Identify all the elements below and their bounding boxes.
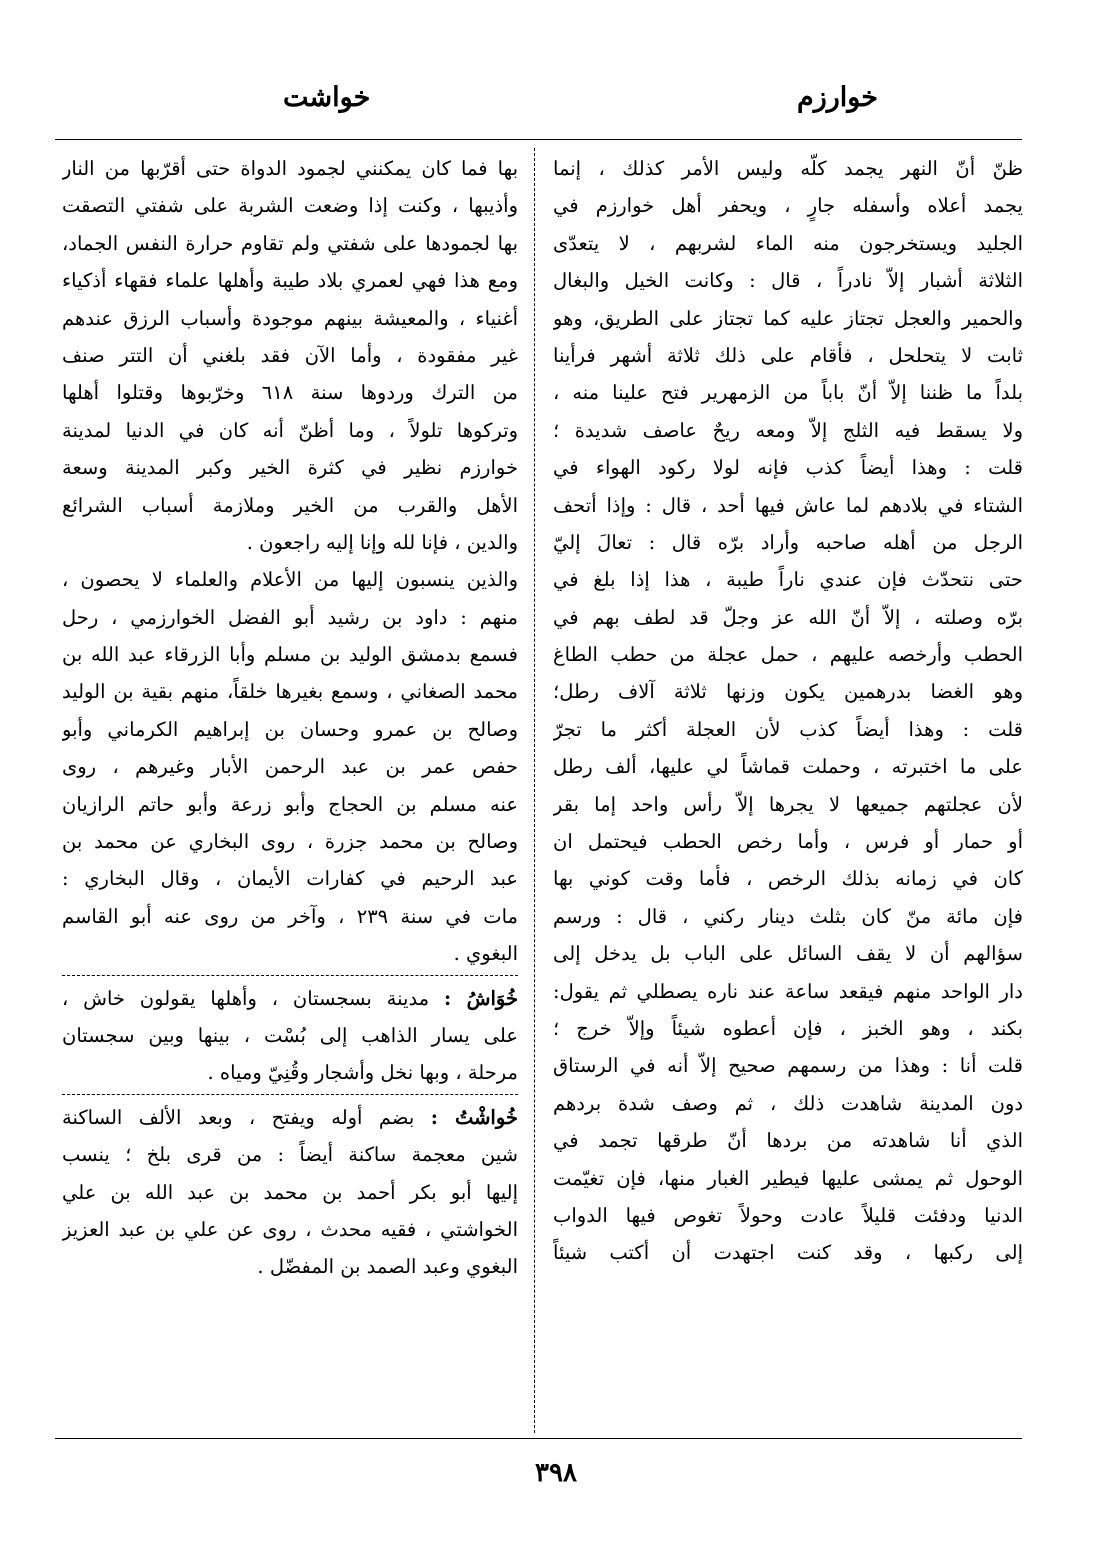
text-line: من الترك وردوها سنة ٦١٨ وخرّبوها وقتلوا أهلها xyxy=(62,381,518,405)
text-line: غير مفقودة ، وأما الآن فقد بلغني أن التتر صنف xyxy=(62,343,518,367)
text-line: إلى ركبها ، وقد كنت اجتهدت أن أكتب شيئاً xyxy=(553,1241,1023,1265)
header-rule xyxy=(55,139,1022,140)
text-line: محمد الصغاني ، وسمع بغيرها خلقاً، منهم بقية بن الوليد xyxy=(62,680,518,704)
text-line: منهم : داود بن رشيد أبو الفضل الخوارزمي ، رحل xyxy=(62,605,518,629)
text-line: برّه وصلته ، إلاّ أنّ الله عز وجلّ قد لطف بهم في xyxy=(553,605,1023,629)
text-line: والذين ينسبون إليها من الأعلام والعلماء لا يحصون ، xyxy=(62,568,518,592)
text-line: بها لجمودها على شفتي ولم تقاوم حرارة النفس الجماد، xyxy=(62,231,518,255)
text-line: والحمير والعجل تجتاز عليه كما تجتاز على الطريق، وهو xyxy=(553,306,1023,330)
text-line: أغنياء ، والمعيشة بينهم موجودة وأسباب الرزق عندهم xyxy=(62,306,518,330)
text-line: عبد الرحيم في كفارات الأيمان ، وقال البخاري : xyxy=(62,867,518,891)
text-line: عنه مسلم بن الحجاج وأبو زرعة وأبو حاتم الرازيان xyxy=(62,792,518,816)
text-line: الخواشتي ، فقيه محدث ، روى عن علي بن عبد العزيز xyxy=(62,1217,518,1241)
footer-rule xyxy=(55,1438,1022,1439)
text-line: دار الواحد منهم فيقعد ساعة عند ناره يصطلي ثم يقول: xyxy=(553,979,1023,1003)
text-line: يجمد أعلاه وأسفله جارٍ ، ويحفر أهل خوارزم في xyxy=(553,194,1023,218)
text-line: الذي أنا شاهدته من بردها أنّ طرقها تجمد في xyxy=(553,1129,1023,1153)
text-line: ثابت لا يتحلحل ، فأقام على ذلك ثلاثة أشهر فرأينا xyxy=(553,343,1023,367)
text-line: بكند ، وهو الخبز ، فإن أعطوه شيئاً وإلاّ خرج ؛ xyxy=(553,1016,1023,1040)
text-line: البغوي . xyxy=(453,942,518,966)
text-line: لأن عجلتهم جميعها لا يجرها إلاّ رأس واحد إما بقر xyxy=(553,792,1023,816)
entry-separator xyxy=(62,1094,518,1095)
text-line: على ما اختبرته ، وحملت قماشاً لي عليها، ألف رطل xyxy=(553,755,1023,779)
text-line: الدنيا ودفئت قليلاً عادت وحولاً تغوص فيها الدواب xyxy=(553,1203,1023,1227)
text-line: ومع هذا فهي لعمري بلاد طيبة وأهلها علماء فقهاء أذكياء xyxy=(62,269,518,293)
entry-definition: بضم أوله ويفتح ، وبعد الألف الساكنة xyxy=(62,1105,431,1129)
entry-headword: خُواشْتُ : xyxy=(430,1105,518,1129)
entry-first-line xyxy=(62,1099,518,1136)
text-line: ولا يسقط فيه الثلج إلاّ ومعه ريحٌ عاصف شديدة ؛ xyxy=(553,418,1023,442)
text-line: الجليد ويستخرجون منه الماء لشربهم ، لا يتعدّى xyxy=(553,231,1023,255)
entry-headword: خُوَاشُ : xyxy=(444,986,518,1010)
text-line: على يسار الذاهب إلى بُسْت ، بينها وبين سجستان xyxy=(62,1023,518,1047)
text-line: قلت : وهذا أيضاً كذب فإنه لولا ركود الهواء في xyxy=(553,456,1023,480)
right-column xyxy=(553,150,1023,1430)
text-line: الأهل والقرب من الخير وملازمة أسباب الشرائع xyxy=(62,493,518,517)
text-line: وتركوها تلولاً ، وما أظنّ أنه كان في الدنيا لمدينة xyxy=(62,418,518,442)
text-line: الوحول ثم يمشى عليها فيطير الغبار منها، فإن تغيّمت xyxy=(553,1166,1023,1190)
text-line: قلت أنا : وهذا من رسمهم صحيح إلاّ أنه في الرستاق xyxy=(553,1054,1023,1078)
text-line: وصالح بن محمد جزرة ، روى البخاري عن محمد بن xyxy=(62,830,518,854)
text-line: أو حمار أو فرس ، وأما رخص الحطب فيحتمل ان xyxy=(553,830,1023,854)
header-right-title: خوارزم xyxy=(797,82,878,113)
text-line: حفص عمر بن عبد الرحمن الأبار وغيرهم ، روى xyxy=(62,755,518,779)
text-line: سؤالهم أن لا يقف السائل على الباب بل يدخل إلى xyxy=(553,942,1023,966)
text-line: دون المدينة شاهدت ذلك ، ثم وصف شدة بردهم xyxy=(553,1091,1023,1115)
text-line: وأذيبها ، وكنت إذا وضعت الشربة على شفتي التصقت xyxy=(62,194,518,218)
text-line: الرجل من أهله صاحبه وأراد برّه قال : تعالَ إليّ xyxy=(553,530,1023,554)
text-line: حتى نتحدّث فإن عندي ناراً طيبة ، هذا إذا بلغ في xyxy=(553,568,1023,592)
left-column xyxy=(62,150,518,1430)
text-line: بها فما كان يمكنني لجمود الدواة حتى أقرّبها من النار xyxy=(62,157,518,180)
text-line: الحطب وأرخصه عليهم ، حمل عجلة من حطب الطاغ xyxy=(553,643,1023,667)
text-line: الثلاثة أشبار إلاّ نادراً ، قال : وكانت الخيل والبغال xyxy=(553,269,1023,293)
column-divider xyxy=(534,148,535,1433)
text-line: الشتاء في بلادهم لما عاش فيها أحد ، قال : وإذا أتحف xyxy=(553,493,1023,517)
text-line: مات في سنة ٢٣٩ ، وآخر من روى عنه أبو القاسم xyxy=(62,904,518,928)
header-left-title: خواشت xyxy=(283,82,371,113)
text-line: خوارزم نظير في كثرة الخير وكبر المدينة وسعة xyxy=(62,456,518,480)
text-line: فإن مائة منّ كان بثلث دينار ركني ، قال : ورسم xyxy=(553,904,1023,928)
text-line: بلداً ما ظننا إلاّ أنّ باباً من الزمهرير فتح علينا منه ، xyxy=(553,381,1023,405)
text-line: إليها أبو بكر أحمد بن محمد بن عبد الله بن علي xyxy=(62,1180,518,1204)
page-number: ٣٩٨ xyxy=(535,1458,577,1488)
text-line: والدين ، فإنا لله وإنا إليه راجعون . xyxy=(246,530,518,554)
text-line: شين معجمة ساكنة أيضاً : من قرى بلخ ؛ ينسب xyxy=(62,1143,518,1167)
entry-first-line xyxy=(62,980,518,1017)
text-line: البغوي وعبد الصمد بن المفضّل . xyxy=(257,1255,518,1279)
entry-definition: مدينة بسجستان ، وأهلها يقولون خاش ، xyxy=(62,986,444,1010)
text-line: وصالح بن عمرو وحسان بن إبراهيم الكرماني وأبو xyxy=(62,717,518,741)
text-line: قلت : وهذا أيضاً كذب لأن العجلة أكثر ما تجرّ xyxy=(553,717,1023,741)
text-line: ظنّ أنّ النهر يجمد كلّه وليس الأمر كذلك ، إنما xyxy=(553,157,1023,180)
text-line: مرحلة ، وبها نخل وأشجار وقُنِيّ ومياه . xyxy=(207,1061,518,1085)
text-line: وهو الغضا بدرهمين يكون وزنها ثلاثة آلاف رطل؛ xyxy=(553,680,1023,704)
entry-separator xyxy=(62,975,518,976)
text-line: فسمع بدمشق الوليد بن مسلم وأبا الزرقاء عبد الله بن xyxy=(62,643,518,667)
text-line: كان في زمانه بذلك الرخص ، فأما وقت كوني بها xyxy=(553,867,1023,891)
